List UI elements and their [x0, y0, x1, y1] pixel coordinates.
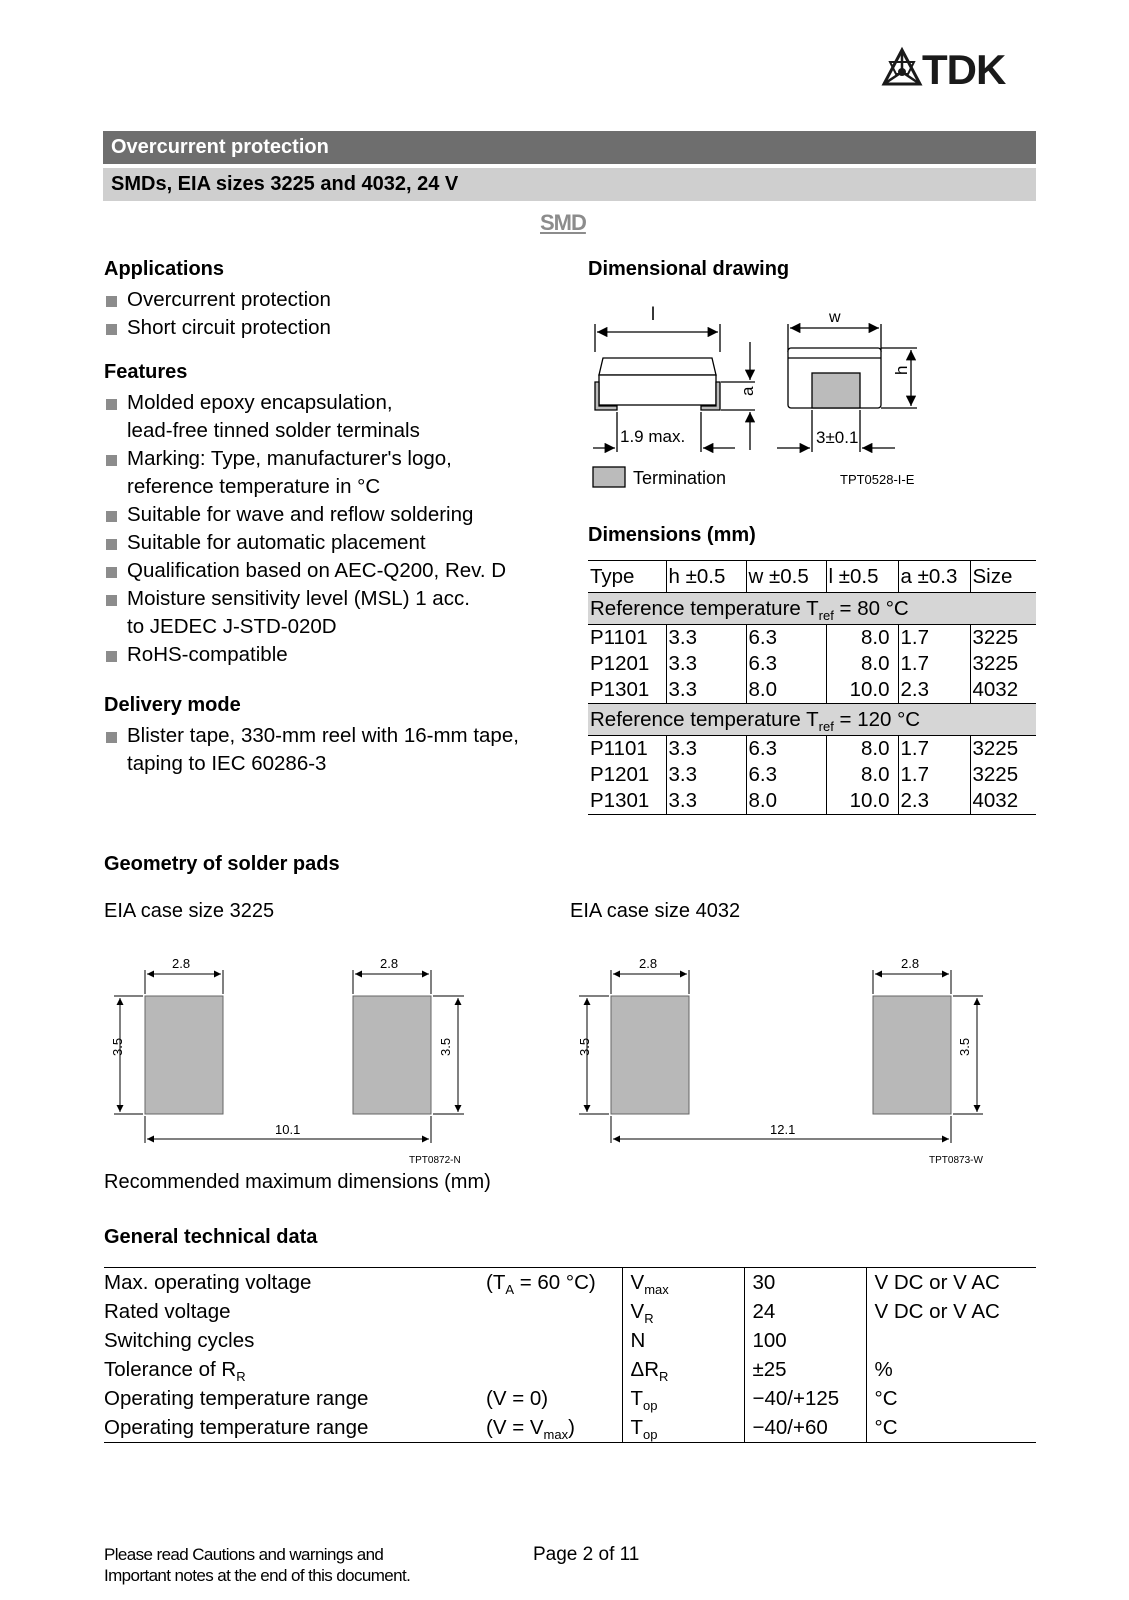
span-label: 10.1: [275, 1122, 301, 1137]
cell-w: 6.3: [746, 736, 826, 763]
cell-a: 1.7: [898, 736, 970, 763]
table-row: [104, 1413, 1036, 1443]
pad-height-label: 3.5: [957, 1037, 972, 1056]
sym-cell: [622, 1326, 744, 1355]
footer-note-line: Important notes at the end of this document.: [104, 1566, 411, 1585]
list-item: [104, 557, 554, 585]
pad-height-label: 3.5: [438, 1037, 453, 1056]
unit-cell: °C: [866, 1384, 1036, 1413]
sym-text: T: [630, 1416, 644, 1439]
pads-left-code: TPT0872-N: [409, 1155, 461, 1166]
cell-type: P1101: [590, 626, 648, 649]
list-item: [104, 529, 554, 557]
cell-h: 3.3: [666, 625, 746, 652]
drawing-title: Dimensional drawing: [588, 258, 790, 280]
dimensional-drawing: [585, 300, 925, 510]
unit-cell: °C: [866, 1413, 1036, 1443]
sym-sub: R: [659, 1369, 669, 1385]
list-item: [104, 585, 554, 641]
table-row: [588, 625, 1036, 652]
cell-size: 3225: [970, 651, 1036, 677]
sym-sub: op: [643, 1427, 658, 1443]
list-item: [104, 501, 554, 529]
value-cell: 24: [744, 1297, 866, 1326]
table-header-row: [588, 561, 1036, 593]
param-cell: [104, 1355, 486, 1384]
table-row: [588, 651, 1036, 677]
sym-cell: [622, 1384, 744, 1413]
header-cell: Size: [970, 561, 1036, 593]
list-item-line: Marking: Type, manufacturer's logo,: [127, 447, 452, 470]
value-cell: −40/+125: [744, 1384, 866, 1413]
sym-text: V: [630, 1300, 645, 1323]
list-item: [104, 389, 554, 445]
cond-text: (V = V: [486, 1416, 544, 1439]
category-bar: Overcurrent protection: [103, 131, 1036, 164]
dimensions-table: [588, 560, 1036, 815]
table-row: [104, 1297, 1036, 1326]
cell-l: 8.0: [826, 625, 898, 652]
cond-sub: A: [505, 1282, 515, 1298]
pad-width-label: 2.8: [172, 956, 191, 971]
cond-sub: max: [543, 1427, 569, 1443]
cond-cell: [486, 1297, 622, 1326]
header-cell: h ±0.5: [666, 561, 746, 593]
cell-size: 3225: [970, 762, 1036, 788]
cell-type: P1201: [590, 652, 650, 675]
ref-sub: ref: [818, 607, 834, 623]
sym-sub: R: [644, 1311, 654, 1327]
features-title: Features: [104, 361, 188, 383]
header-cell: a ±0.3: [898, 561, 970, 593]
ref-sub: ref: [818, 718, 834, 734]
ref-value: = 80 °C: [833, 596, 909, 620]
unit-cell: [866, 1326, 1036, 1355]
general-data-table: [104, 1267, 1036, 1443]
cell-a: 1.7: [898, 762, 970, 788]
cell-w: 8.0: [746, 677, 826, 704]
param-cell: Rated voltage: [104, 1300, 231, 1323]
cell-w: 6.3: [746, 762, 826, 788]
param-cell: Max. operating voltage: [104, 1268, 486, 1298]
reference-temperature-cell: [588, 593, 1036, 625]
list-item: [104, 722, 554, 778]
list-item-line: Moisture sensitivity level (MSL) 1 acc.: [127, 587, 470, 610]
label-l: l: [651, 304, 655, 324]
list-item: Short circuit protection: [104, 314, 544, 342]
table-row: [588, 736, 1036, 763]
value-cell: 30: [744, 1268, 866, 1298]
unit-cell: V DC or V AC: [866, 1268, 1036, 1298]
ref-label: Reference temperature T: [590, 707, 819, 731]
list-item: [104, 641, 554, 669]
cell-size: 4032: [970, 677, 1036, 704]
footer-note-line: Please read Cautions and warnings and: [104, 1545, 384, 1564]
cond-cell: [486, 1384, 622, 1413]
brand-text: TDK: [922, 46, 1006, 90]
cell-w: 6.3: [746, 625, 826, 652]
param-sub: R: [236, 1369, 246, 1385]
list-item-line: Blister tape, 330-mm reel with 16-mm tape,: [127, 724, 519, 747]
table-row: [588, 788, 1036, 815]
delivery-list: [104, 722, 554, 778]
ref-label: Reference temperature T: [590, 596, 819, 620]
pads-left-title: EIA case size 3225: [104, 900, 275, 922]
label-w: w: [829, 309, 841, 326]
list-item-line: Suitable for wave and reflow soldering: [127, 503, 474, 526]
param-text: Tolerance of R: [104, 1358, 237, 1381]
label-max: 1.9 max.: [620, 427, 686, 446]
pads-drawing-4032: [565, 950, 995, 1170]
header-cell: w ±0.5: [746, 561, 826, 593]
value-cell: −40/+60: [744, 1413, 866, 1443]
list-item: [104, 445, 554, 501]
cell-h: 3.3: [666, 788, 746, 815]
delivery-title: Delivery mode: [104, 694, 241, 716]
cell-l: 8.0: [826, 736, 898, 763]
pad-width-label: 2.8: [380, 956, 399, 971]
cell-type: P1101: [590, 737, 648, 760]
cell-h: 3.3: [666, 677, 746, 704]
param-cell: Switching cycles: [104, 1329, 255, 1352]
sym-text: ΔR: [630, 1358, 659, 1381]
cell-size: 3225: [970, 736, 1036, 763]
cell-a: 1.7: [898, 651, 970, 677]
list-item-line: taping to IEC 60286-3: [127, 752, 327, 775]
applications-title: Applications: [104, 258, 225, 280]
dimensions-title: Dimensions (mm): [588, 524, 756, 546]
sym-cell: [622, 1297, 744, 1326]
legend-termination: Termination: [633, 468, 727, 488]
cell-type: P1201: [590, 763, 650, 786]
sym-text: V: [630, 1271, 645, 1294]
cond-cell: [486, 1268, 622, 1298]
list-item-line: Qualification based on AEC-Q200, Rev. D: [127, 559, 507, 582]
smd-tag: SMD: [540, 210, 586, 235]
label-a: a: [738, 386, 757, 396]
tdk-logo: [880, 44, 1040, 90]
ref-value: = 120 °C: [833, 707, 921, 731]
cell-w: 6.3: [746, 651, 826, 677]
cond-cell: [486, 1355, 622, 1384]
pad-width-label: 2.8: [901, 956, 920, 971]
pads-right-title: EIA case size 4032: [570, 900, 741, 922]
pads-note: Recommended maximum dimensions (mm): [104, 1171, 491, 1193]
cell-l: 8.0: [826, 762, 898, 788]
cell-w: 8.0: [746, 788, 826, 815]
cell-size: 3225: [970, 625, 1036, 652]
cell-l: 8.0: [826, 651, 898, 677]
pads-drawing-3225: [100, 950, 480, 1170]
sym-text: N: [630, 1329, 646, 1352]
pad-height-label: 3.5: [110, 1037, 125, 1056]
reference-temperature-row: [588, 704, 1036, 736]
pads-right-code: TPT0873-W: [929, 1155, 983, 1166]
cell-a: 2.3: [898, 677, 970, 704]
reference-temperature-row: [588, 593, 1036, 625]
param-cell: Operating temperature range: [104, 1413, 486, 1443]
list-item-line: lead-free tinned solder terminals: [127, 419, 420, 442]
sym-cell: [622, 1355, 744, 1384]
subtitle-bar: SMDs, EIA sizes 3225 and 4032, 24 V: [103, 168, 1036, 201]
value-cell: ±25: [744, 1355, 866, 1384]
sym-sub: op: [643, 1398, 658, 1414]
cond-text: (V = 0): [486, 1387, 549, 1410]
span-label: 12.1: [770, 1122, 796, 1137]
list-item-line: RoHS-compatible: [127, 643, 288, 666]
reference-temperature-cell: [588, 704, 1036, 736]
pad-width-label: 2.8: [639, 956, 658, 971]
page-number: Page 2 of 11: [533, 1544, 640, 1565]
table-row: [588, 677, 1036, 704]
param-cell: Operating temperature range: [104, 1387, 369, 1410]
list-item: Overcurrent protection: [104, 286, 544, 314]
table-row: [104, 1326, 1036, 1355]
cond-text: = 60 °C): [514, 1271, 596, 1294]
general-title: General technical data: [104, 1226, 318, 1248]
cell-type: P1301: [590, 678, 650, 701]
footer-note: [104, 1544, 410, 1586]
cell-size: 4032: [970, 788, 1036, 815]
cell-h: 3.3: [666, 762, 746, 788]
cond-cell: [486, 1413, 622, 1443]
table-row: [104, 1384, 1036, 1413]
sym-sub: max: [644, 1282, 669, 1298]
list-item-line: Molded epoxy encapsulation,: [127, 391, 393, 414]
table-row: [588, 762, 1036, 788]
list-item-line: to JEDEC J-STD-020D: [127, 615, 337, 638]
sym-cell: [622, 1268, 744, 1298]
cell-a: 1.7: [898, 625, 970, 652]
cond-text: ): [568, 1416, 575, 1439]
sym-cell: [622, 1413, 744, 1443]
unit-cell: V DC or V AC: [866, 1297, 1036, 1326]
cond-text: (T: [486, 1271, 506, 1294]
pad-height-label: 3.5: [577, 1037, 592, 1056]
features-list: [104, 389, 554, 669]
table-row: [104, 1355, 1036, 1384]
cell-a: 2.3: [898, 788, 970, 815]
applications-list: [104, 286, 544, 342]
header-cell: Type: [588, 561, 666, 593]
unit-cell: %: [866, 1355, 1036, 1384]
list-item-line: reference temperature in °C: [127, 475, 381, 498]
header-cell: l ±0.5: [826, 561, 898, 593]
cell-l: 10.0: [826, 677, 898, 704]
value-cell: 100: [744, 1326, 866, 1355]
label-term-width: 3±0.1: [816, 428, 859, 447]
cell-h: 3.3: [666, 651, 746, 677]
sym-text: T: [630, 1387, 644, 1410]
cell-l: 10.0: [826, 788, 898, 815]
cell-h: 3.3: [666, 736, 746, 763]
label-h: h: [892, 365, 911, 375]
table-row: [104, 1268, 1036, 1298]
pads-title: Geometry of solder pads: [104, 853, 340, 875]
cell-type: P1301: [588, 788, 666, 815]
drawing-code: TPT0528-I-E: [840, 472, 915, 487]
list-item-line: Suitable for automatic placement: [127, 531, 426, 554]
cond-cell: [486, 1326, 622, 1355]
